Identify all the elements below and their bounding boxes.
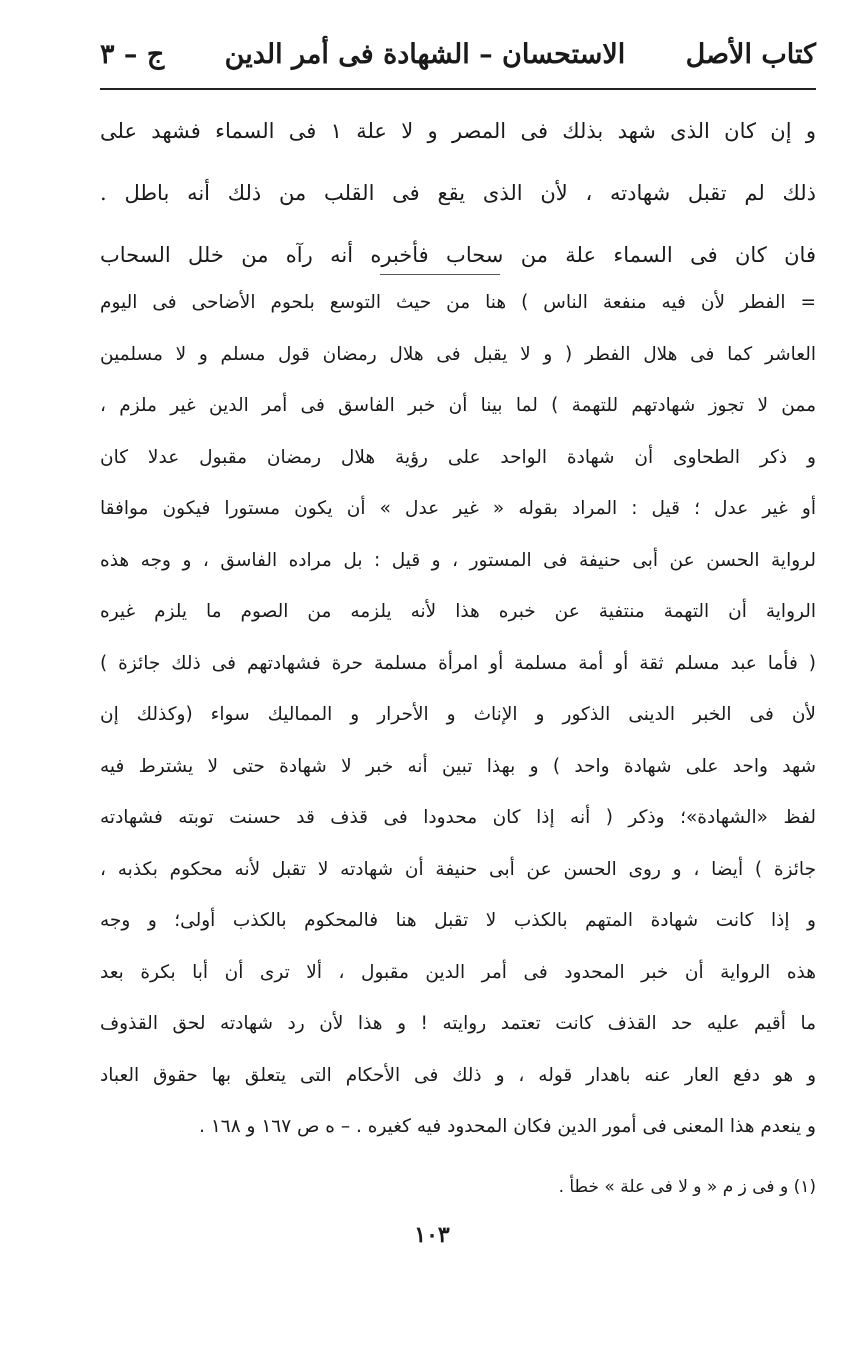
section-title: الاستحسان – الشهادة فى أمر الدين xyxy=(224,38,626,70)
book-title: كتاب الأصل xyxy=(685,38,816,70)
commentary-line: و ذكر الطحاوى أن شهادة الواحد على رؤية هلال رمضان مقبول عدلا كان xyxy=(100,446,816,468)
footnote: (١) و فى ز م « و لا فى علة » خطأ . xyxy=(558,1177,816,1197)
commentary-text xyxy=(100,282,816,1158)
volume-label: ج – ٣ xyxy=(100,38,165,70)
commentary-line: ( فأما عبد مسلم ثقة أو أمة مسلمة أو امرأة مسلمة حرة فشهادتهم فى ذلك جائزة ) xyxy=(100,652,816,674)
commentary-line: أو غير عدل ؛ قيل : المراد بقوله « غير عدل » أن يكون مستورا فيكون موافقا xyxy=(100,498,816,519)
page-number: ١٠٣ xyxy=(414,1222,450,1248)
commentary-line: الرواية أن التهمة منتفية عن خبره هذا لأنه يلزمه من الصوم ما يلزم غيره xyxy=(100,601,816,622)
commentary-line: العاشر كما فى هلال الفطر ( و لا يقبل فى هلال رمضان قول مسلم و لا مسلمين xyxy=(100,343,816,365)
commentary-line: و هو دفع العار عنه باهدار قوله ، و ذلك فى الأحكام التى يتعلق بها حقوق العباد xyxy=(100,1064,816,1086)
separator-rule xyxy=(380,274,500,275)
commentary-line: جائزة ) أيضا ، و روى الحسن عن أبى حنيفة أن شهادته لا تقبل لأنه محكوم بكذبه ، xyxy=(100,858,816,880)
commentary-line: هذه الرواية أن خبر المحدود فى أمر الدين مقبول ، ألا ترى أن أبا بكرة بعد xyxy=(100,961,816,983)
commentary-line: و إذا كانت شهادة المتهم بالكذب لا تقبل هنا فالمحكوم بالكذب أولى؛ و وجه xyxy=(100,910,816,931)
main-text-line: ذلك لم تقبل شهادته ، لأن الذى يقع فى القلب من ذلك أنه باطل . xyxy=(100,181,816,205)
commentary-line: لأن فى الخبر الدينى الذكور و الإناث و الأحرار و المماليك سواء (وكذلك إن xyxy=(100,704,816,725)
commentary-line: ما أقيم عليه حد القذف كانت تعتمد روايته ! و هذا لأن رد شهادته لحق القذوف xyxy=(100,1013,816,1034)
commentary-line: و ينعدم هذا المعنى فى أمور الدين فكان المحدود فيه كغيره . – ه ص ١٦٧ و ١٦٨ . xyxy=(199,1116,816,1137)
commentary-line: لرواية الحسن عن أبى حنيفة فى المستور ، و قيل : بل مراده الفاسق ، و وجه هذه xyxy=(100,549,816,571)
commentary-line: = الفطر لأن فيه منفعة الناس ) هنا من حيث التوسع بلحوم الأضاحى فى اليوم xyxy=(100,292,816,313)
commentary-line: ممن لا تجوز شهادتهم للتهمة ) لما بينا أن خبر الفاسق فى أمر الدين غير ملزم ، xyxy=(100,395,816,416)
commentary-line: لفظ «الشهادة»؛ وذكر ( أنه إذا كان محدودا فى قذف قد حسنت توبته فشهادته xyxy=(100,807,816,828)
main-text-line: و إن كان الذى شهد بذلك فى المصر و لا علة ١ فى السماء فشهد على xyxy=(100,119,816,143)
main-text-line: فان كان فى السماء علة من سحاب فأخبره أنه رآه من خلل السحاب xyxy=(100,243,816,267)
commentary-line: شهد واحد على شهادة واحد ) و بهذا تبين أنه خبر لا شهادة حتى لا يشترط فيه xyxy=(100,755,816,777)
running-header xyxy=(100,30,816,78)
main-text xyxy=(100,108,816,294)
header-rule xyxy=(100,88,816,90)
